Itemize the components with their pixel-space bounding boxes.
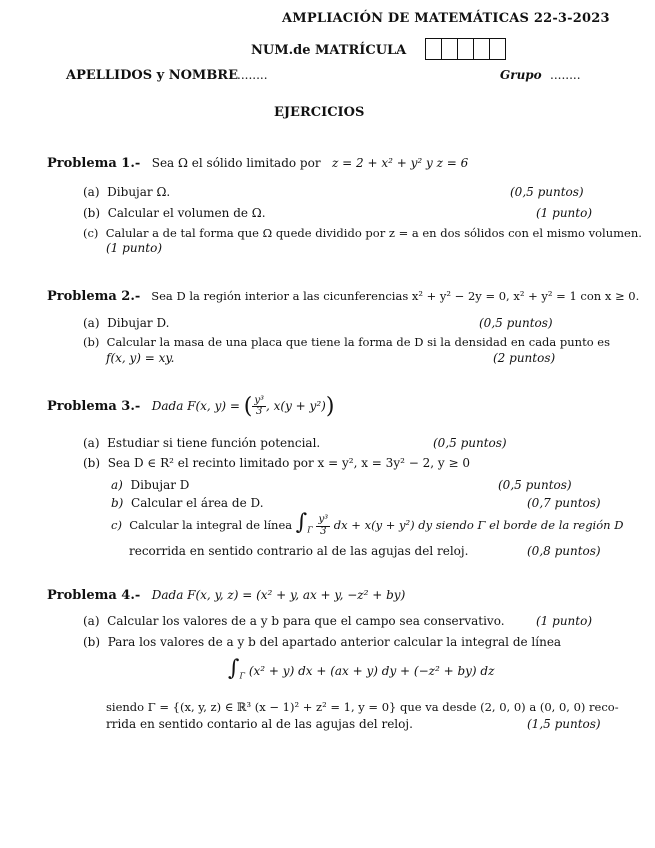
problem-4-intro: Problema 4.- Dada F(x, y, z) = (x² + y, ax + y, −z² + by) [47, 588, 406, 603]
right-paren: ) [325, 394, 335, 419]
problem-3ba-points: (0,5 puntos) [498, 478, 572, 492]
problem-4b: (b) Para los valores de a y b del apartado anterior calcular la integral de línea [83, 635, 562, 649]
name-label: APELLIDOS y NOMBRE [66, 68, 239, 83]
matricula-boxes[interactable] [425, 38, 506, 60]
problem-1-intro: Problema 1.- Sea Ω el sólido limitado por z = 2 + x² + y² y z = 6 [47, 156, 469, 171]
fraction-small: $\frac{\text{y³}}{3}$ [318, 514, 329, 537]
problem-3bb: b) Calcular el área de D. [111, 496, 264, 510]
problem-3bb-points: (0,7 puntos) [527, 496, 601, 510]
problem-4-line1: siendo Γ = {(x, y, z) ∈ ℝ³ (x − 1)² + z² = 1, y = 0} que va desde (2, 0, 0) a (0, 0, 0) reco- [106, 700, 619, 714]
problem-1c: (c) Calular a de tal forma que Ω quede dividido por z = a en dos sólidos con el mismo volumen. [83, 226, 642, 240]
problem-3ba: a) Dibujar D [111, 478, 190, 492]
problem-1a: (a) Dibujar Ω. [83, 185, 171, 199]
group-label: Grupo [500, 68, 542, 82]
problem-3bc-points: (0,8 puntos) [527, 544, 601, 558]
problem-3bc: c) Calcular la integral de línea $\int_\Gamma$ $\frac{\text{y³}}{3}$ dx + x(y + y²) dy siendo Γ el borde de la región D [111, 510, 624, 537]
left-paren: ( [243, 394, 253, 419]
problem-4-line2: rrida en sentido contario al de las agujas del reloj. [106, 717, 413, 731]
matricula-label: NUM.de MATRÍCULA [251, 43, 407, 58]
problem-2b-line2: f(x, y) = xy. [106, 351, 175, 365]
problem-4-points: (1,5 puntos) [527, 717, 601, 731]
problem-3-intro: Problema 3.- Dada F(x, y) = ( $\frac{\text{y³}}{3}$ , x(y + y²)) [47, 394, 335, 419]
problem-3b: (b) Sea D ∈ R² el recinto limitado por x = y², x = 3y² − 2, y ≥ 0 [83, 456, 470, 470]
problem-3bc-line2: recorrida en sentido contrario al de las agujas del reloj. [129, 544, 469, 558]
group-dots[interactable]: ........ [550, 68, 581, 82]
problem-1a-points: (0,5 puntos) [510, 185, 584, 199]
problem-3a-points: (0,5 puntos) [433, 436, 507, 450]
fraction: $\frac{\text{y³}}{3}$ [254, 394, 264, 417]
problem-1c-points: (1 punto) [106, 241, 162, 255]
page-title: AMPLIACIÓN DE MATEMÁTICAS 22-3-2023 [282, 11, 610, 26]
problem-1b-points: (1 punto) [536, 206, 592, 220]
problem-4a-points: (1 punto) [536, 614, 592, 628]
problem-2a: (a) Dibujar D. [83, 316, 170, 330]
section-title: EJERCICIOS [274, 105, 365, 120]
problem-3a: (a) Estudiar si tiene función potencial. [83, 436, 321, 450]
problem-4-integral: $\int_\Gamma$ (x² + y) dx + (ax + y) dy + (−z² + by) dz [228, 656, 495, 681]
problem-4a: (a) Calcular los valores de a y b para que el campo sea conservativo. [83, 614, 505, 628]
problem-2-intro: Problema 2.- Sea D la región interior a las cicunferencias x² + y² − 2y = 0, x² + y² = 1 con x ≥ 0. [47, 289, 640, 304]
integral-sign: ∫ [228, 656, 240, 681]
problem-2b-points: (2 puntos) [493, 351, 556, 365]
integral-sign: ∫ [295, 510, 308, 535]
problem-2a-points: (0,5 puntos) [479, 316, 553, 330]
name-dots[interactable]: ........ [237, 68, 268, 82]
problem-2b: (b) Calcular la masa de una placa que tiene la forma de D si la densidad en cada punto es [83, 335, 611, 349]
problem-1b: (b) Calcular el volumen de Ω. [83, 206, 266, 220]
